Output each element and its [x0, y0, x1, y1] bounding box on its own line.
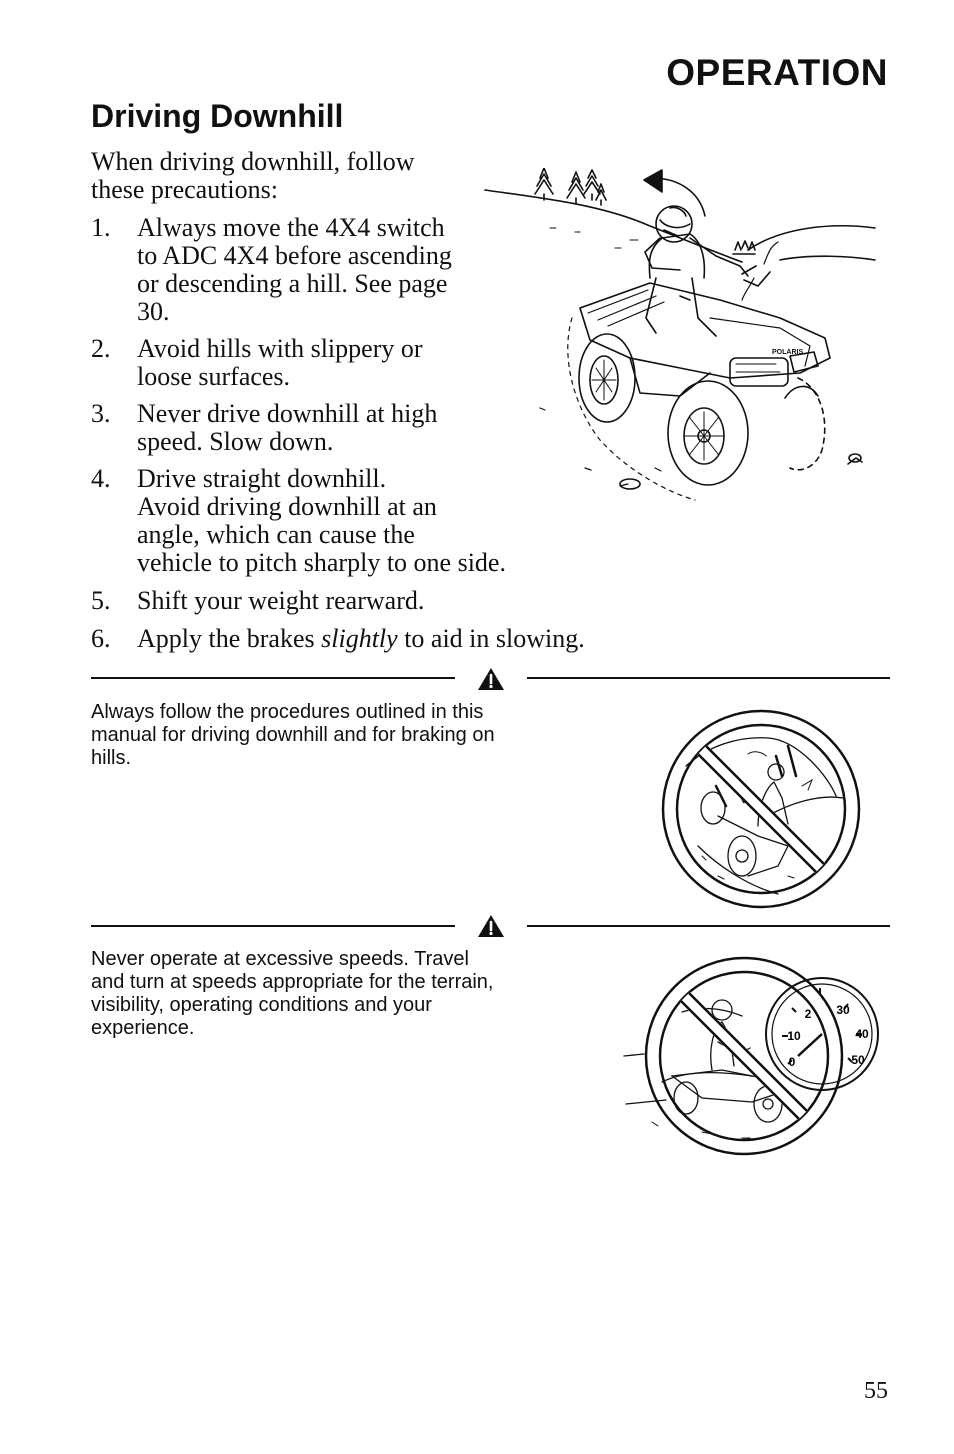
warning-line: Always follow the procedures outlined in this [91, 701, 484, 723]
step-line: Always move the 4X4 switch [137, 213, 445, 242]
step-line: Never drive downhill at high [137, 399, 438, 428]
warning-line: Never operate at excessive speeds. Travel [91, 948, 469, 970]
warning-triangle-icon [477, 914, 505, 938]
warning-line: visibility, operating conditions and your [91, 994, 432, 1016]
speed-label: 50 [851, 1053, 865, 1067]
atv-brand-label: POLARIS [772, 349, 804, 356]
step-line: to ADC 4X4 before ascending [137, 241, 452, 270]
intro-text: When driving downhill, follow these precautions: [91, 147, 415, 204]
warning-text-downhill [91, 701, 561, 770]
warning-line: hills. [91, 747, 132, 769]
step-emphasis: slightly [321, 624, 398, 653]
step-line: Avoid hills with slippery or [137, 334, 423, 363]
step-number: 2. [91, 334, 111, 363]
step-line: angle, which can cause the [137, 520, 415, 549]
step-number: 4. [91, 464, 111, 493]
section-header: OPERATION [666, 52, 888, 93]
atv-downhill-illustration [480, 168, 880, 503]
step-number: 5. [91, 586, 111, 615]
step-line: Avoid driving downhill at an [137, 492, 437, 521]
warning-triangle-icon [477, 667, 505, 691]
step-line: or descending a hill. See page [137, 269, 448, 298]
warning-line: experience. [91, 1017, 195, 1039]
page-number: 55 [864, 1378, 888, 1404]
warning-line: and turn at speeds appropriate for the terrain, [91, 971, 494, 993]
step-text: to aid in slowing. [397, 624, 585, 653]
warning-text-speed [91, 948, 561, 1040]
step-number: 6. [91, 624, 111, 653]
speed-label: 0 [788, 1055, 796, 1069]
step-line: Drive straight downhill. [137, 464, 387, 493]
warning-rule-left [91, 677, 455, 679]
page-title: Driving Downhill [91, 98, 344, 134]
step-text: Apply the brakes [137, 624, 322, 653]
step-line: vehicle to pitch sharply to one side. [137, 548, 506, 577]
warning-rule-right [527, 677, 890, 679]
speed-label: 40 [855, 1027, 869, 1041]
warning-line: manual for driving downhill and for braking on [91, 724, 495, 746]
step-line: Shift your weight rearward. [137, 586, 425, 615]
speed-label: 10 [787, 1029, 801, 1043]
speed-label: 30 [836, 1003, 850, 1017]
step-number: 1. [91, 213, 111, 242]
step-line: speed. Slow down. [137, 427, 334, 456]
warning-rule-right [527, 925, 890, 927]
step-number: 3. [91, 399, 111, 428]
step-line: loose surfaces. [137, 362, 291, 391]
warning-rule-left [91, 925, 455, 927]
speed-label: 2 [804, 1007, 812, 1021]
prohibited-angle-downhill-figure [658, 706, 864, 912]
step-line: 30. [137, 297, 170, 326]
prohibited-speed-figure [622, 952, 882, 1158]
